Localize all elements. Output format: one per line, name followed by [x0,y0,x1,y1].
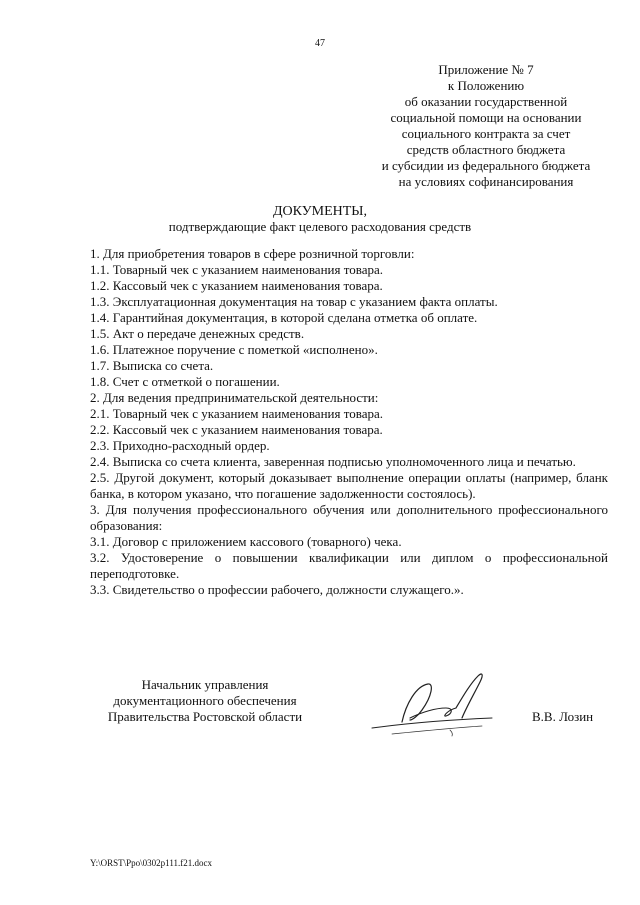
signer-position-line: Правительства Ростовской области [107,709,303,724]
list-item: 2.5. Другой документ, который доказывает выполнение операции оплаты (например, бланк банка, в котором указано, что погашение задолженности состоялось). [90,470,608,501]
appendix-line: социального контракта за счет [401,126,571,141]
list-item: 1.8. Счет с отметкой о погашении. [90,374,280,389]
document-subtitle: подтверждающие факт целевого расходования средств [168,219,472,234]
appendix-line: и субсидии из федерального бюджета [381,158,591,173]
list-item: 1.3. Эксплуатационная документация на товар с указанием факта оплаты. [90,294,498,309]
list-item: 2.4. Выписка со счета клиента, заверенная подписью уполномоченного лица и печатью. [90,454,576,469]
signer-position [88,677,322,725]
list-item: 2.1. Товарный чек с указанием наименования товара. [90,406,383,421]
list-item: 1.1. Товарный чек с указанием наименования товара. [90,262,383,277]
appendix-line: к Положению [447,78,525,93]
list-item: 2. Для ведения предпринимательской деятельности: [90,390,379,405]
list-item: 3.1. Договор с приложением кассового (товарного) чека. [90,534,402,549]
appendix-line: об оказании государственной [404,94,568,109]
appendix-header [350,62,622,190]
list-item: 1.6. Платежное поручение с пометкой «исполнено». [90,342,378,357]
list-item: 2.2. Кассовый чек с указанием наименования товара. [90,422,383,437]
list-item: 1.7. Выписка со счета. [90,358,214,373]
list-item: 1.4. Гарантийная документация, в которой сделана отметка об оплате. [90,310,478,325]
list-item: 1.5. Акт о передаче денежных средств. [90,326,305,341]
appendix-line: социальной помощи на основании [390,110,582,125]
list-item: 2.3. Приходно-расходный ордер. [90,438,270,453]
document-title: ДОКУМЕНТЫ, [272,204,367,219]
list-item: 3.2. Удостоверение о повышении квалификации или диплом о профессиональной переподготовке. [90,550,608,581]
appendix-line: средств областного бюджета [406,142,566,157]
signer-position-line: Начальник управления [141,677,269,692]
list-item: 3. Для получения профессионального обучения или дополнительного профессионального образования: [90,502,608,533]
file-path: Y:\ORST\Ppo\0302p111.f21.docx [90,858,213,868]
list-item: 3.3. Свидетельство о профессии рабочего, должности служащего.». [90,582,464,597]
document-list [90,246,608,598]
page-number: 47 [315,38,325,49]
list-item: 1.2. Кассовый чек с указанием наименования товара. [90,278,383,293]
appendix-line: Приложение № 7 [438,62,534,77]
signer-name: В.В. Лозин [532,709,594,724]
appendix-line: на условиях софинансирования [398,174,574,189]
handwritten-signature [362,668,496,740]
signer-position-line: документационного обеспечения [113,693,297,708]
list-item: 1. Для приобретения товаров в сфере розничной торговли: [90,246,415,261]
